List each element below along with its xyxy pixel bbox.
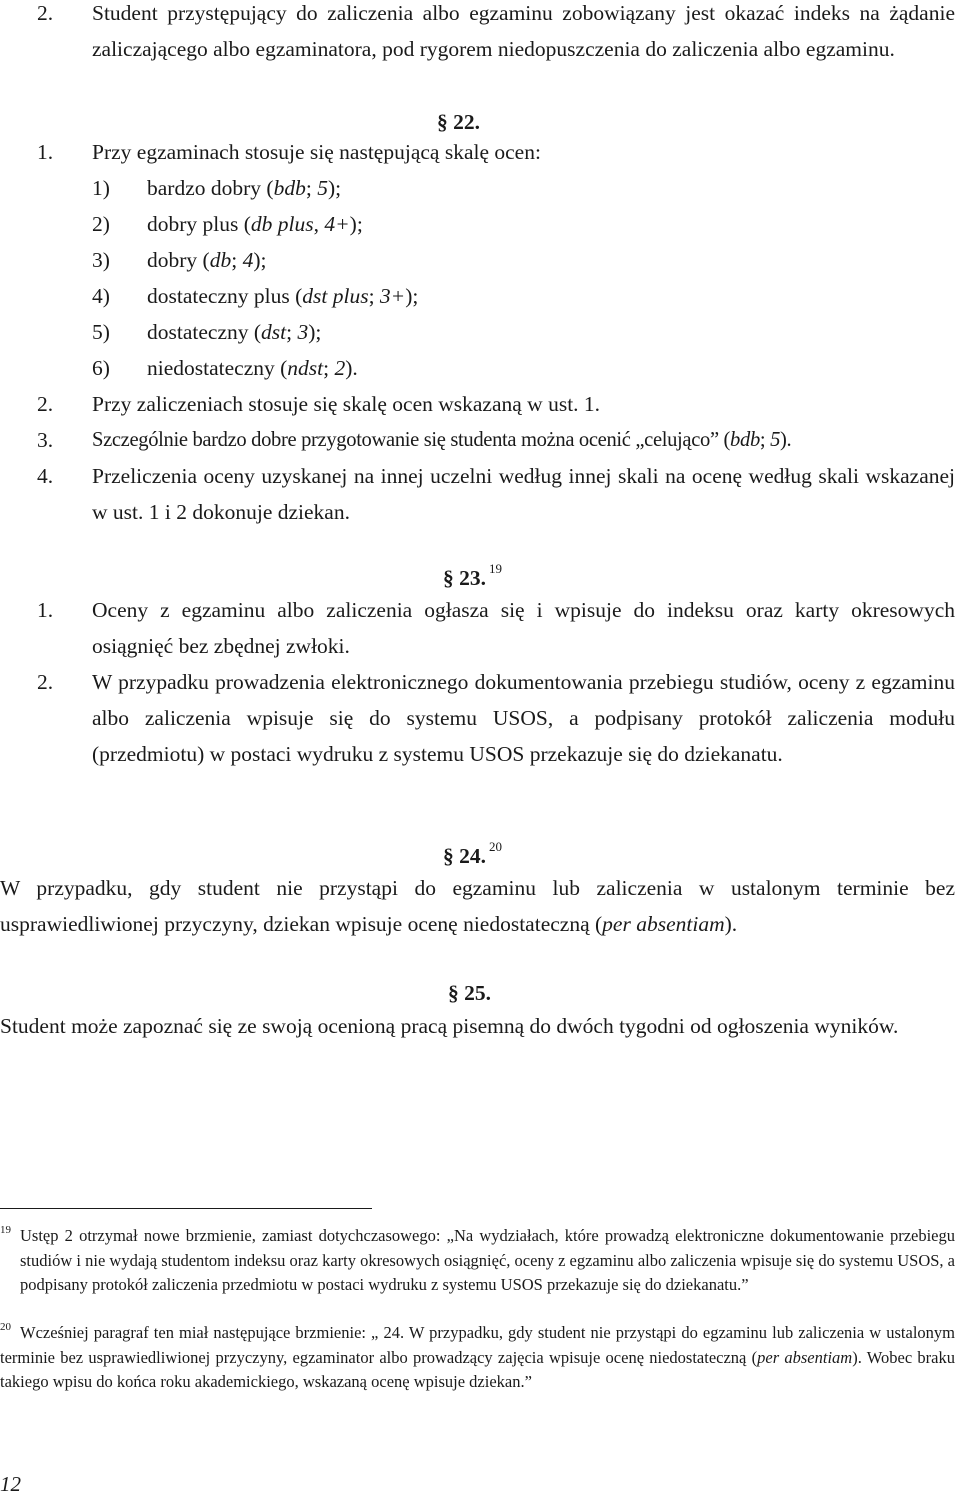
item-text: Student przystępujący do zaliczenia albo egzaminu zobowiązany jest okazać indeks na żądanie zaliczającego albo egzaminatora, pod rygorem niedopuszczenia do zaliczenia albo egzaminu. (92, 1, 955, 61)
footnote-text: Ustęp 2 otrzymał nowe brzmienie, zamiast dotychczasowego: „Na wydziałach, które prowadzą elektroniczne dokumentowanie przebiegu studiów i nie wydają studentom indeksu oraz karty okresowych osiągnięć, oceny z egzaminu albo zaliczenia wpisuje się do systemu USOS, a podpisany protokół zaliczenia przedmiotu w postaci wydruku z systemu USOS przekazuje się do dziekanatu.” (20, 1226, 955, 1294)
paragraph-item (0, 422, 955, 458)
grade-list-item: 2) dobry plus (db plus, 4+); (92, 212, 363, 236)
section-title-22: § 22. (437, 110, 480, 134)
item-text: Przy zaliczeniach stosuje się skalę ocen wskazaną w ust. 1. (92, 392, 601, 416)
section-title-23: § 23. $^{19}$ (443, 561, 502, 590)
item-text: Szczególnie bardzo dobre przygotowanie się studenta można ocenić „celująco” (bdb; 5). (92, 429, 792, 451)
footnote-ref: 20 (489, 839, 502, 854)
grade-list-item: 1) bardzo dobry (bdb; 5); (92, 176, 342, 200)
footnote-text: Wcześniej paragraf ten miał następujące brzmienie: „ 24. W przypadku, gdy student nie przystąpi do egzaminu lub zaliczenia w ustalonym terminie bez usprawiedliwionej przyczyny, egzaminator albo prowadzący zajęcia wpisuje ocenę niedostateczną (per absentiam). Wobec braku takiego wpisu do końca roku akademickiego, wskazaną ocenę wpisuje dziekan.” (0, 1323, 955, 1391)
footnote-divider (0, 1208, 372, 1209)
footnote-number: 19 (0, 1224, 11, 1236)
grade-list-item: 3) dobry (db; 4); (92, 248, 267, 272)
item-number: 2. (37, 670, 54, 694)
footnote-ref: 19 (489, 561, 502, 576)
item-text: Przeliczenia oceny uzyskanej na innej uczelni według innej skali na ocenę według skali wskazanej w ust. 1 i 2 dokonuje dziekan. (92, 464, 955, 524)
footnote-number: 20 (0, 1321, 11, 1333)
item-number: 4. (37, 464, 54, 488)
section-title-24: § 24. $^{20}$ (443, 839, 502, 868)
item-text: Oceny z egzaminu albo zaliczenia ogłasza się i wpisuje do indeksu oraz karty okresowych osiągnięć bez zbędnej zwłoki. (92, 598, 955, 658)
item-text: W przypadku prowadzenia elektronicznego dokumentowania przebiegu studiów, oceny z egzaminu albo zaliczenia wpisuje się do systemu USOS, a podpisany protokół zaliczenia modułu (przedmiotu) w postaci wydruku z systemu USOS przekazuje się do dziekanatu. (92, 670, 955, 766)
section-text-25: Student może zapoznać się ze swoją ocenioną pracą pisemną do dwóch tygodni od ogłoszenia wyników. (0, 1014, 899, 1038)
paragraph-item (0, 592, 955, 664)
footnote-20 (0, 1321, 955, 1395)
item-text: Przy egzaminach stosuje się następującą skalę ocen: (92, 140, 541, 164)
paragraph-item (0, 664, 955, 772)
item-number: 3. (37, 428, 54, 452)
item-number: 2. (37, 392, 54, 416)
paragraph-item (0, 386, 955, 422)
grade-list-item: 4) dostateczny plus (dst plus; 3+); (92, 284, 419, 308)
section-title-25: § 25. (448, 981, 491, 1005)
item-number: 1. (37, 140, 54, 164)
grade-list-item: 6) niedostateczny (ndst; 2). (92, 356, 358, 380)
paragraph-item (0, 458, 955, 530)
item-number: 2. (37, 1, 54, 25)
section-text-24: W przypadku, gdy student nie przystąpi do egzaminu lub zaliczenia w ustalonym terminie bez usprawiedliwionej przyczyny, dziekan wpisuje ocenę niedostateczną (per absentiam). (0, 876, 955, 936)
page-number: 12 (0, 1472, 21, 1496)
footnote-19 (0, 1224, 955, 1298)
grade-list-item: 5) dostateczny (dst; 3); (92, 320, 322, 344)
paragraph-item (0, 0, 955, 67)
item-number: 1. (37, 598, 54, 622)
paragraph-item (0, 134, 955, 170)
